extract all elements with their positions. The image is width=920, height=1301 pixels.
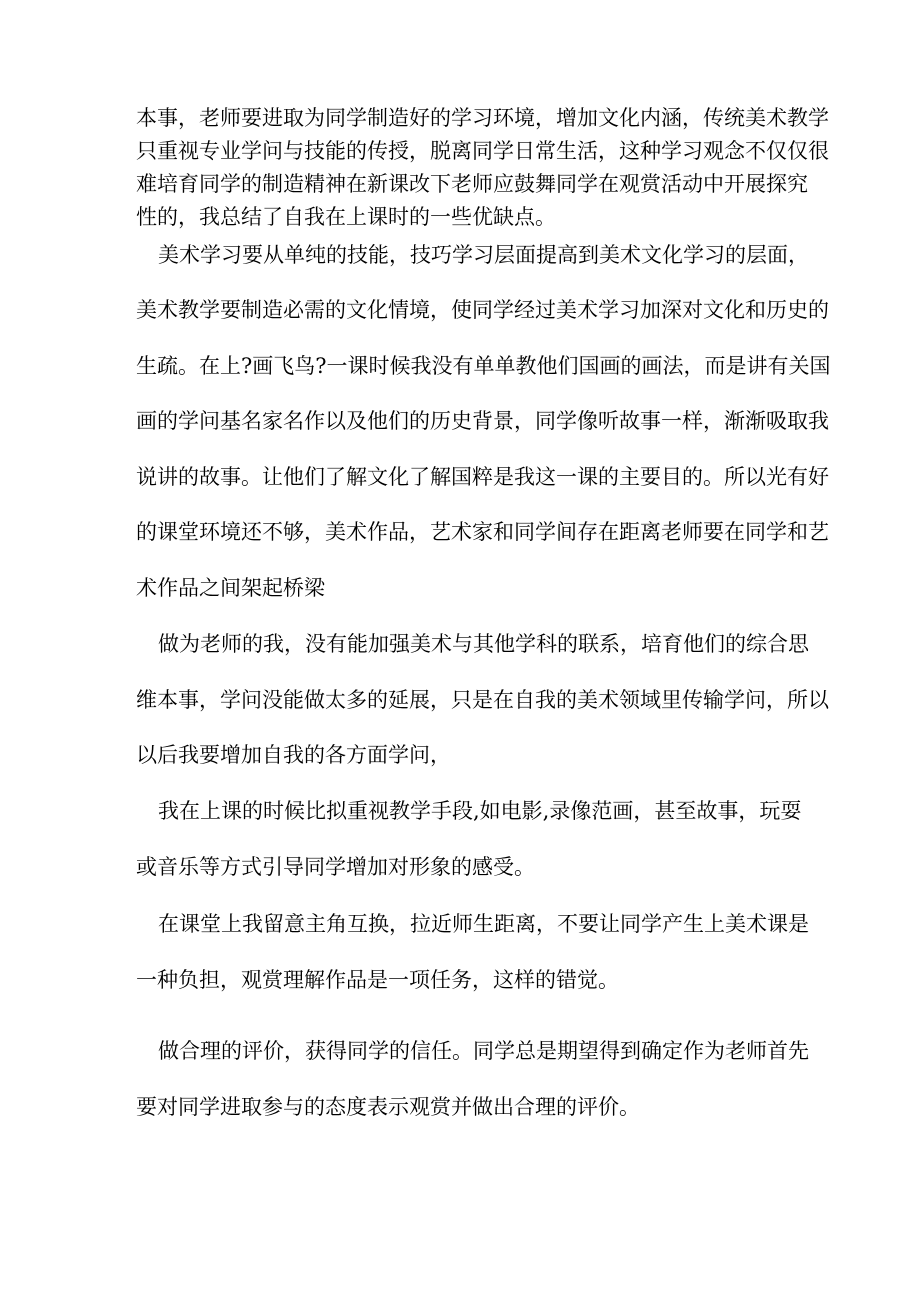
- text-line-content: 要对同学进取参与的态度表示观赏并做出合理的评价。: [136, 1095, 640, 1119]
- text-line-content: 只重视专业学问与技能的传授，脱离同学日常生活，这种学习观念不仅仅很: [136, 139, 829, 163]
- text-line-content: 我在上课的时候比拟重视教学手段,如电影,录像范画，甚至故事，玩耍: [158, 799, 802, 823]
- text-line-content: 一种负担，观赏理解作品是一项任务，这样的错觉。: [136, 968, 619, 992]
- text-line-content: 生疏。在上?画飞鸟?一课时候我没有单单教他们国画的画法，而是讲有关国: [136, 354, 831, 378]
- text-line-content: 在课堂上我留意主角互换，拉近师生距离，不要让同学产生上美术课是: [158, 912, 809, 936]
- text-line-content: 难培育同学的制造精神在新课改下老师应鼓舞同学在观赏活动中开展探究: [136, 172, 808, 196]
- text-line-content: 或音乐等方式引导同学增加对形象的感受。: [136, 855, 535, 879]
- text-line-content: 本事，老师要进取为同学制造好的学习环境，增加文化内涵，传统美术教学: [136, 106, 829, 130]
- text-line-content: 的课堂环境还不够，美术作品，艺术家和同学间存在距离老师要在同学和艺: [136, 520, 829, 544]
- text-line-content: 术作品之间架起桥梁: [136, 576, 325, 600]
- text-line-content: 维本事，学问没能做太多的延展，只是在自我的美术领域里传输学问，所以: [136, 688, 829, 712]
- text-line-content: 美术教学要制造必需的文化情境，使同学经过美术学习加深对文化和历史的: [136, 298, 829, 322]
- text-line-content: 画的学问基名家名作以及他们的历史背景，同学像听故事一样，渐渐吸取我: [136, 409, 829, 433]
- text-line-content: 以后我要增加自我的各方面学问，: [136, 743, 451, 767]
- text-line-content: 做合理的评价，获得同学的信任。同学总是期望得到确定作为老师首先: [158, 1039, 809, 1063]
- text-line-content: 说讲的故事。让他们了解文化了解国粹是我这一课的主要目的。所以光有好: [136, 465, 829, 489]
- text-line-content: 美术学习要从单纯的技能，技巧学习层面提高到美术文化学习的层面，: [158, 243, 809, 267]
- text-line-content: 性的，我总结了自我在上课时的一些优缺点。: [136, 205, 556, 229]
- text-line-content: 做为老师的我，没有能加强美术与其他学科的联系，培育他们的综合思: [158, 632, 809, 656]
